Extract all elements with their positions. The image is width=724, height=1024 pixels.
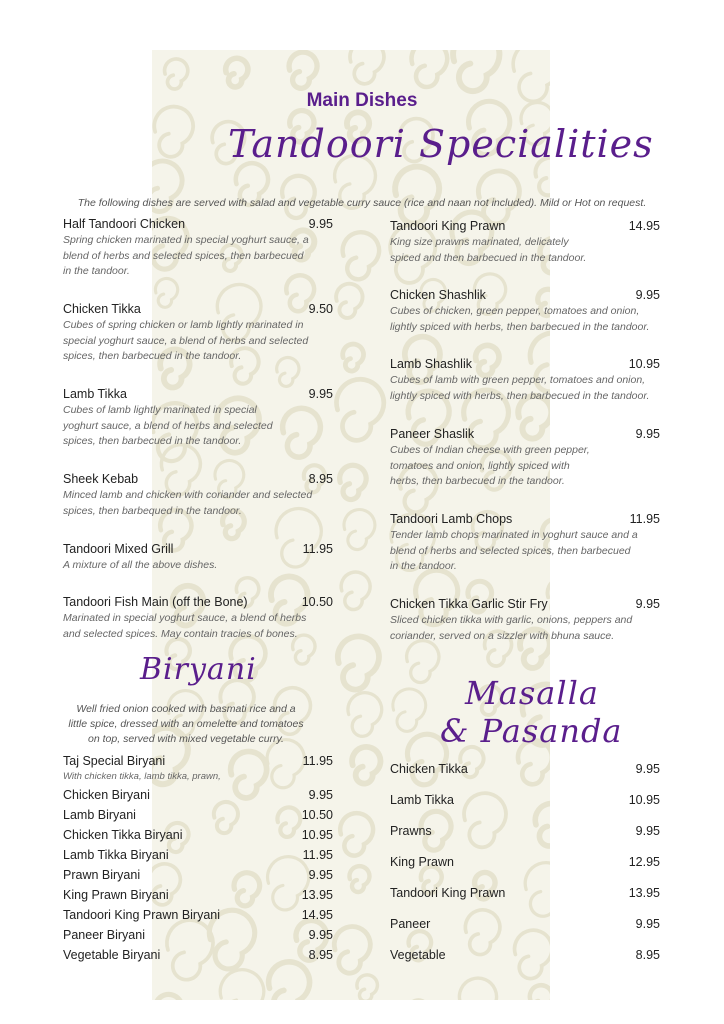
menu-item (390, 356, 660, 404)
menu-item (390, 854, 660, 885)
dish-price: 10.50 (301, 808, 333, 822)
dish-price: 8.95 (308, 472, 333, 486)
dish-description (390, 235, 660, 266)
menu-item (63, 594, 333, 642)
menu-item (63, 386, 333, 450)
dish-description-line: coriander, served on a sizzler with bhuna sauce. (390, 629, 615, 642)
dish-name: Taj Special Biryani (63, 754, 166, 768)
dish-name: King Prawn (390, 855, 454, 869)
swirl-ornament (407, 641, 439, 683)
menu-item-row (390, 596, 660, 612)
dish-price: 9.95 (635, 288, 660, 302)
dish-price: 14.95 (301, 908, 333, 922)
dish-name: Sheek Kebab (63, 472, 139, 486)
swirl-ornament (340, 465, 367, 499)
dish-price: 9.95 (635, 917, 660, 931)
menu-item-row (390, 792, 660, 823)
biryani-intro-line: little spice, dressed with an omelette and tomatoes (68, 718, 304, 730)
dish-description (390, 443, 660, 490)
page-title: Main Dishes (306, 90, 418, 111)
dish-description-line: and selected spices. May contain tracies of bones. (63, 627, 298, 640)
dish-price: 13.95 (628, 886, 660, 900)
dish-name: Vegetable (390, 948, 446, 962)
dish-name: Paneer Biryani (63, 928, 145, 942)
swirl-ornament (220, 970, 264, 1000)
dish-price: 9.95 (635, 824, 660, 838)
menu-item-row (390, 885, 660, 916)
dish-description-line: spices, then barbecued in the tandoor. (63, 350, 242, 362)
dish-name: Paneer Shaslik (390, 427, 475, 441)
swirl-ornament (334, 927, 370, 974)
tandoori-intro: The following dishes are served with salad and vegetable curry sauce (rice and naan not included). Mild or Hot on request. (77, 197, 647, 209)
menu-item-row (63, 386, 333, 402)
dish-description-line: Cubes of chicken, green pepper, tomatoes and onion, (390, 305, 640, 317)
masalla-list (390, 761, 660, 978)
dish-name: Chicken Tikka Garlic Stir Fry (390, 597, 548, 611)
menu-item-row (63, 471, 333, 487)
dish-price: 12.95 (628, 855, 660, 869)
dish-name: Tandoori Fish Main (off the Bone) (63, 595, 248, 609)
menu-item-row (390, 823, 660, 854)
dish-name: King Prawn Biryani (63, 888, 169, 902)
menu-item-row (63, 947, 333, 963)
dish-description-line: Spring chicken marinated in special yoghurt sauce, a (63, 234, 309, 246)
dish-description (390, 304, 660, 335)
menu-item (390, 823, 660, 854)
dish-price: 10.95 (628, 793, 660, 807)
swirl-ornament (165, 59, 188, 89)
dish-name: Tandoori King Prawn (390, 219, 506, 233)
dish-name: Tandoori King Prawn (390, 886, 506, 900)
menu-item (390, 287, 660, 335)
dish-price: 9.95 (308, 868, 333, 882)
dish-price: 11.95 (302, 754, 333, 768)
dish-price: 9.95 (308, 928, 333, 942)
dish-price: 14.95 (628, 219, 660, 233)
menu-item (63, 471, 333, 519)
menu-item (390, 947, 660, 978)
menu-item (63, 753, 333, 769)
dish-price: 13.95 (301, 888, 333, 902)
dish-description (63, 558, 333, 574)
biryani-intro-line: Well fried onion cooked with basmati rice and a (76, 703, 296, 715)
dish-price: 11.95 (629, 512, 660, 526)
dish-description (63, 488, 333, 519)
dish-price: 9.95 (308, 788, 333, 802)
dish-name: Tandoori Lamb Chops (390, 512, 513, 526)
menu-item-row (390, 426, 660, 442)
swirl-ornament (530, 985, 550, 1000)
menu-item (63, 927, 333, 943)
swirl-ornament (336, 284, 362, 318)
dish-description-line: Cubes of lamb lightly marinated in special (63, 404, 257, 416)
dish-subtext: With chicken tikka, lamb tikka, prawn, (63, 771, 221, 782)
menu-item-row (63, 927, 333, 943)
swirl-ornament (289, 52, 317, 88)
swirl-ornament (226, 58, 248, 87)
menu-item (390, 761, 660, 792)
menu-item (63, 847, 333, 863)
menu-item (63, 807, 333, 823)
biryani-intro-line: on top, served with mixed vegetable curry. (88, 733, 284, 745)
dish-description-line: lightly spiced with herbs, then barbecued in the tandoor. (390, 320, 650, 333)
dish-name: Tandoori Mixed Grill (63, 542, 174, 556)
swirl-ornament (341, 572, 370, 609)
menu-item (390, 916, 660, 947)
dish-name: Chicken Tikka (63, 302, 141, 316)
menu-item (390, 426, 660, 490)
dish-description-line: lightly spiced with herbs, then barbecued in the tandoor. (390, 389, 650, 402)
dish-description-line: spiced and then barbecued in the tandoor. (390, 251, 587, 264)
dish-description-line: herbs, then barbecued in the tandoor. (390, 475, 565, 487)
swirl-ornament (337, 379, 384, 440)
menu-item-row (390, 356, 660, 372)
dish-price: 10.95 (301, 828, 333, 842)
dish-description (390, 613, 660, 644)
menu-item-row (390, 287, 660, 303)
menu-item (63, 787, 333, 803)
menu-item-row (390, 854, 660, 885)
menu-item-row (390, 218, 660, 234)
dish-price: 9.50 (308, 302, 333, 316)
menu-item-row (390, 511, 660, 527)
masalla-script-title-line1: Masalla (465, 674, 599, 712)
swirl-ornament (393, 689, 426, 731)
swirl-ornament (349, 866, 369, 892)
dish-price: 8.95 (635, 948, 660, 962)
dish-description (63, 233, 333, 280)
swirl-ornament (348, 693, 382, 737)
menu-item (63, 947, 333, 963)
dish-name: Chicken Shashlik (390, 288, 486, 302)
biryani-intro (50, 702, 322, 747)
dish-name: Chicken Biryani (63, 788, 150, 802)
swirl-ornament (343, 344, 364, 371)
biryani-list (63, 753, 333, 967)
menu-item-row (63, 867, 333, 883)
biryani-script-title: Biryani (140, 652, 257, 687)
menu-item-row (63, 301, 333, 317)
menu-item-row (390, 761, 660, 792)
menu-item (390, 511, 660, 575)
dish-description (390, 528, 660, 575)
swirl-ornament (155, 994, 182, 1000)
menu-item (390, 885, 660, 916)
menu-item (63, 867, 333, 883)
menu-item (63, 216, 333, 280)
menu-item-row (63, 594, 333, 610)
swirl-ornament (352, 747, 380, 784)
swirl-ornament (453, 50, 499, 91)
dish-name: Paneer (390, 917, 431, 931)
swirl-ornament (269, 962, 310, 1000)
dish-price: 8.95 (308, 948, 333, 962)
dish-description-line: spices, then barbequed in the tandoor. (63, 504, 242, 517)
menu-item-row (63, 847, 333, 863)
dish-description-line: special yoghurt sauce, a blend of herbs and selected (63, 334, 309, 347)
menu-item-row (390, 947, 660, 978)
dish-description-line: blend of herbs and selected spices, then barbecued (63, 249, 304, 262)
dish-name: Lamb Tikka (390, 793, 454, 807)
dish-description-line: yoghurt sauce, a blend of herbs and selected (63, 419, 273, 432)
dish-description-line: Cubes of lamb with green pepper, tomatoes and onion, (390, 374, 646, 386)
menu-item (63, 301, 333, 365)
swirl-ornament (344, 510, 375, 550)
dish-price: 11.95 (302, 848, 333, 862)
dish-name: Lamb Tikka (63, 387, 127, 401)
menu-item-row (63, 907, 333, 923)
dish-description-line: Cubes of spring chicken or lamb lightly marinated in (63, 319, 304, 331)
dish-description-line: A mixture of all the above dishes. (63, 559, 218, 571)
menu-item (63, 887, 333, 903)
swirl-ornament (459, 978, 496, 1000)
menu-item-row (63, 753, 333, 769)
dish-description-line: Tender lamb chops marinated in yoghurt sauce and a (390, 529, 638, 541)
swirl-ornament (154, 107, 193, 157)
swirl-ornament (412, 50, 448, 87)
dish-description-line: Minced lamb and chicken with coriander and selected (63, 489, 313, 501)
dish-name: Vegetable Biryani (63, 948, 161, 962)
dish-price: 9.95 (635, 427, 660, 441)
menu-item (63, 827, 333, 843)
dish-description-line: spices, then barbecued in the tandoor. (63, 435, 242, 447)
dish-name: Half Tandoori Chicken (63, 217, 186, 231)
swirl-ornament (343, 232, 379, 279)
swirl-ornament (350, 50, 384, 84)
menu-item-row (63, 887, 333, 903)
menu-item-row (390, 916, 660, 947)
menu-item-row (63, 827, 333, 843)
dish-name: Prawn Biryani (63, 868, 141, 882)
dish-description-line: Marinated in special yoghurt sauce, a blend of herbs (63, 612, 307, 624)
dish-name: Chicken Tikka Biryani (63, 828, 183, 842)
menu-item-row (63, 541, 333, 557)
dish-description-line: blend of herbs and selected spices, then barbecued (390, 544, 631, 557)
menu-item (63, 907, 333, 923)
dish-name: Lamb Shashlik (390, 357, 472, 371)
swirl-ornament (340, 813, 373, 856)
dish-price: 10.95 (628, 357, 660, 371)
menu-item-row (63, 787, 333, 803)
dish-description-line: Sliced chicken tikka with garlic, onions, peppers and (390, 614, 633, 626)
masalla-script-title-line2: & Pasanda (440, 712, 623, 750)
dish-price: 9.95 (308, 217, 333, 231)
dish-price: 11.95 (302, 542, 333, 556)
dish-description-line: in the tandoor. (390, 560, 457, 572)
dish-description (63, 403, 333, 450)
dish-description-line: Cubes of Indian cheese with green pepper, (390, 444, 590, 456)
tandoori-script-title: Tandoori Specialities (228, 122, 654, 166)
dish-description-line: in the tandoor. (63, 265, 130, 277)
menu-item-row (63, 807, 333, 823)
dish-price: 9.95 (635, 762, 660, 776)
dish-price: 9.95 (635, 597, 660, 611)
dish-price: 10.50 (301, 595, 333, 609)
dish-name: Tandoori King Prawn Biryani (63, 908, 221, 922)
dish-name: Prawns (390, 824, 432, 838)
menu-item (390, 792, 660, 823)
menu-item (63, 541, 333, 574)
swirl-ornament (338, 636, 379, 689)
dish-description-line: King size prawns marinated, delicately (390, 236, 569, 248)
menu-item-row (63, 216, 333, 232)
dish-price: 9.95 (308, 387, 333, 401)
menu-item (390, 596, 660, 644)
dish-description (390, 373, 660, 404)
menu-item (390, 218, 660, 266)
dish-description (63, 611, 333, 642)
dish-name: Chicken Tikka (390, 762, 468, 776)
swirl-ornament (357, 975, 378, 1000)
dish-name: Lamb Biryani (63, 808, 136, 822)
dish-name: Lamb Tikka Biryani (63, 848, 169, 862)
dish-description (63, 318, 333, 365)
dish-description-line: tomatoes and onion, lightly spiced with (390, 459, 570, 472)
